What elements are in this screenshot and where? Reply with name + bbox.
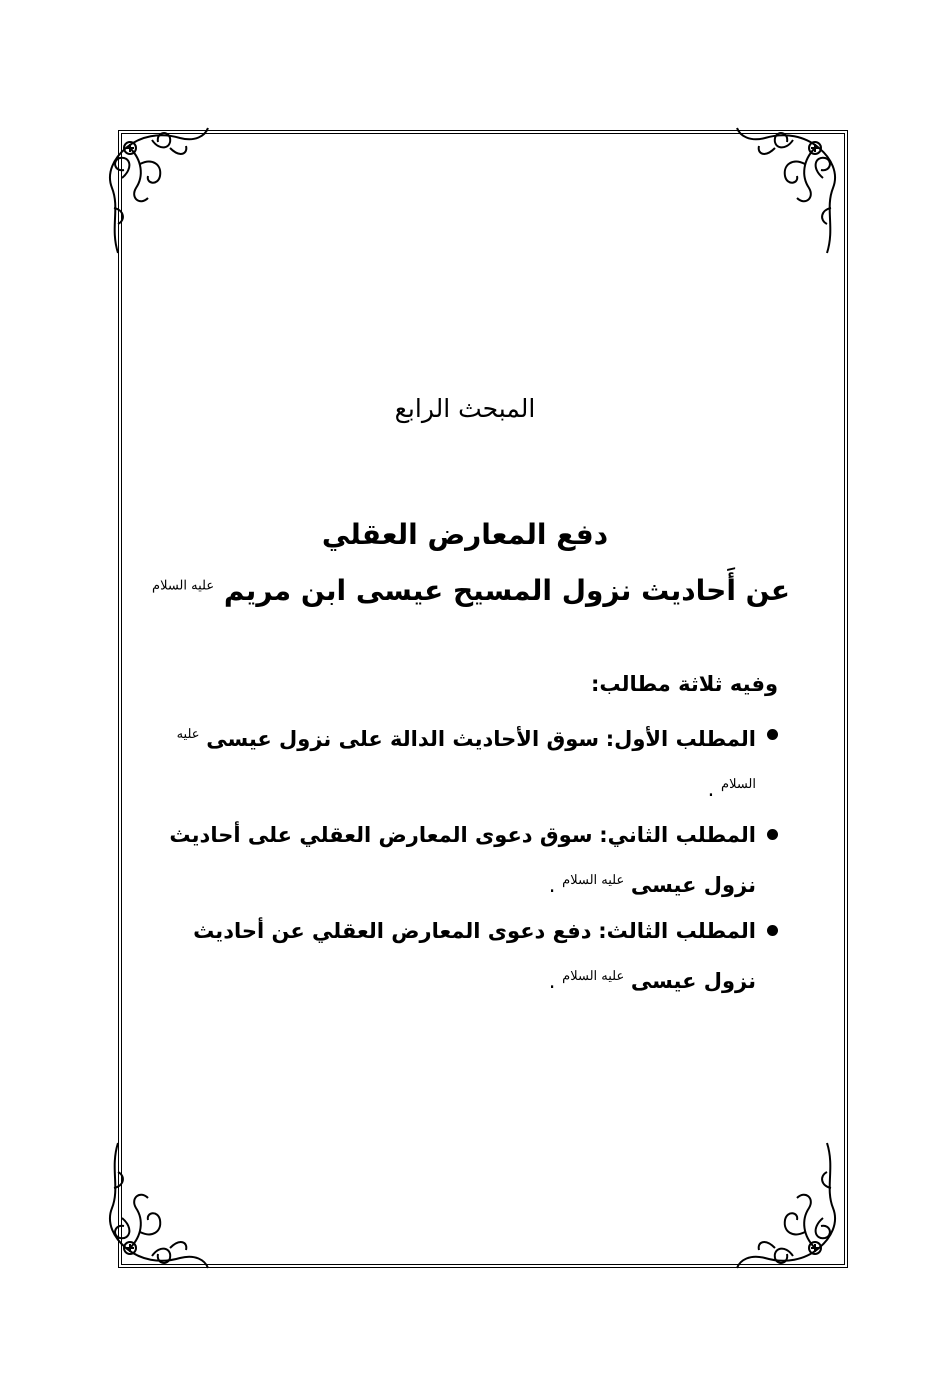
item-heading: المطلب الأول: <box>605 727 756 751</box>
list-item <box>138 908 778 1004</box>
floral-corner-ornament-icon <box>100 1138 210 1278</box>
item-text: سوق الأحاديث الدالة على نزول عيسى <box>206 727 600 751</box>
item-heading: المطلب الثاني: <box>599 823 756 847</box>
bullet-icon <box>767 729 778 740</box>
item-heading: المطلب الثالث: <box>598 919 756 943</box>
floral-corner-ornament-icon <box>735 1138 845 1278</box>
floral-corner-ornament-icon <box>735 118 845 258</box>
item-end: . <box>548 969 556 993</box>
list-item <box>138 712 778 812</box>
item-end: . <box>707 777 715 801</box>
item-end: . <box>548 873 556 897</box>
chapter-title-line-2 <box>140 574 790 607</box>
sections-list <box>138 712 778 1004</box>
honorific: عليه السلام <box>152 578 215 594</box>
bullet-icon <box>767 829 778 840</box>
page-border-frame <box>118 130 848 1268</box>
item-text: سوق دعوى المعارض العقلي على أحاديث نزول عيسى <box>169 823 756 897</box>
floral-corner-ornament-icon <box>100 118 210 258</box>
bullet-icon <box>767 925 778 936</box>
honorific: عليه السلام <box>562 873 625 888</box>
list-item <box>138 812 778 908</box>
chapter-title-line-1: دفع المعارض العقلي <box>321 518 609 551</box>
intro-text: وفيه ثلاثة مطالب: <box>590 672 778 696</box>
honorific: عليه السلام <box>562 969 625 984</box>
chapter-title-line-2-text: عن أَحاديث نزول المسيح عيسى ابن مريم <box>223 574 790 607</box>
section-label: المبحث الرابع <box>394 394 536 423</box>
item-text: دفع دعوى المعارض العقلي عن أحاديث نزول عيسى <box>193 919 756 993</box>
honorific: عليه السلام <box>176 727 756 792</box>
